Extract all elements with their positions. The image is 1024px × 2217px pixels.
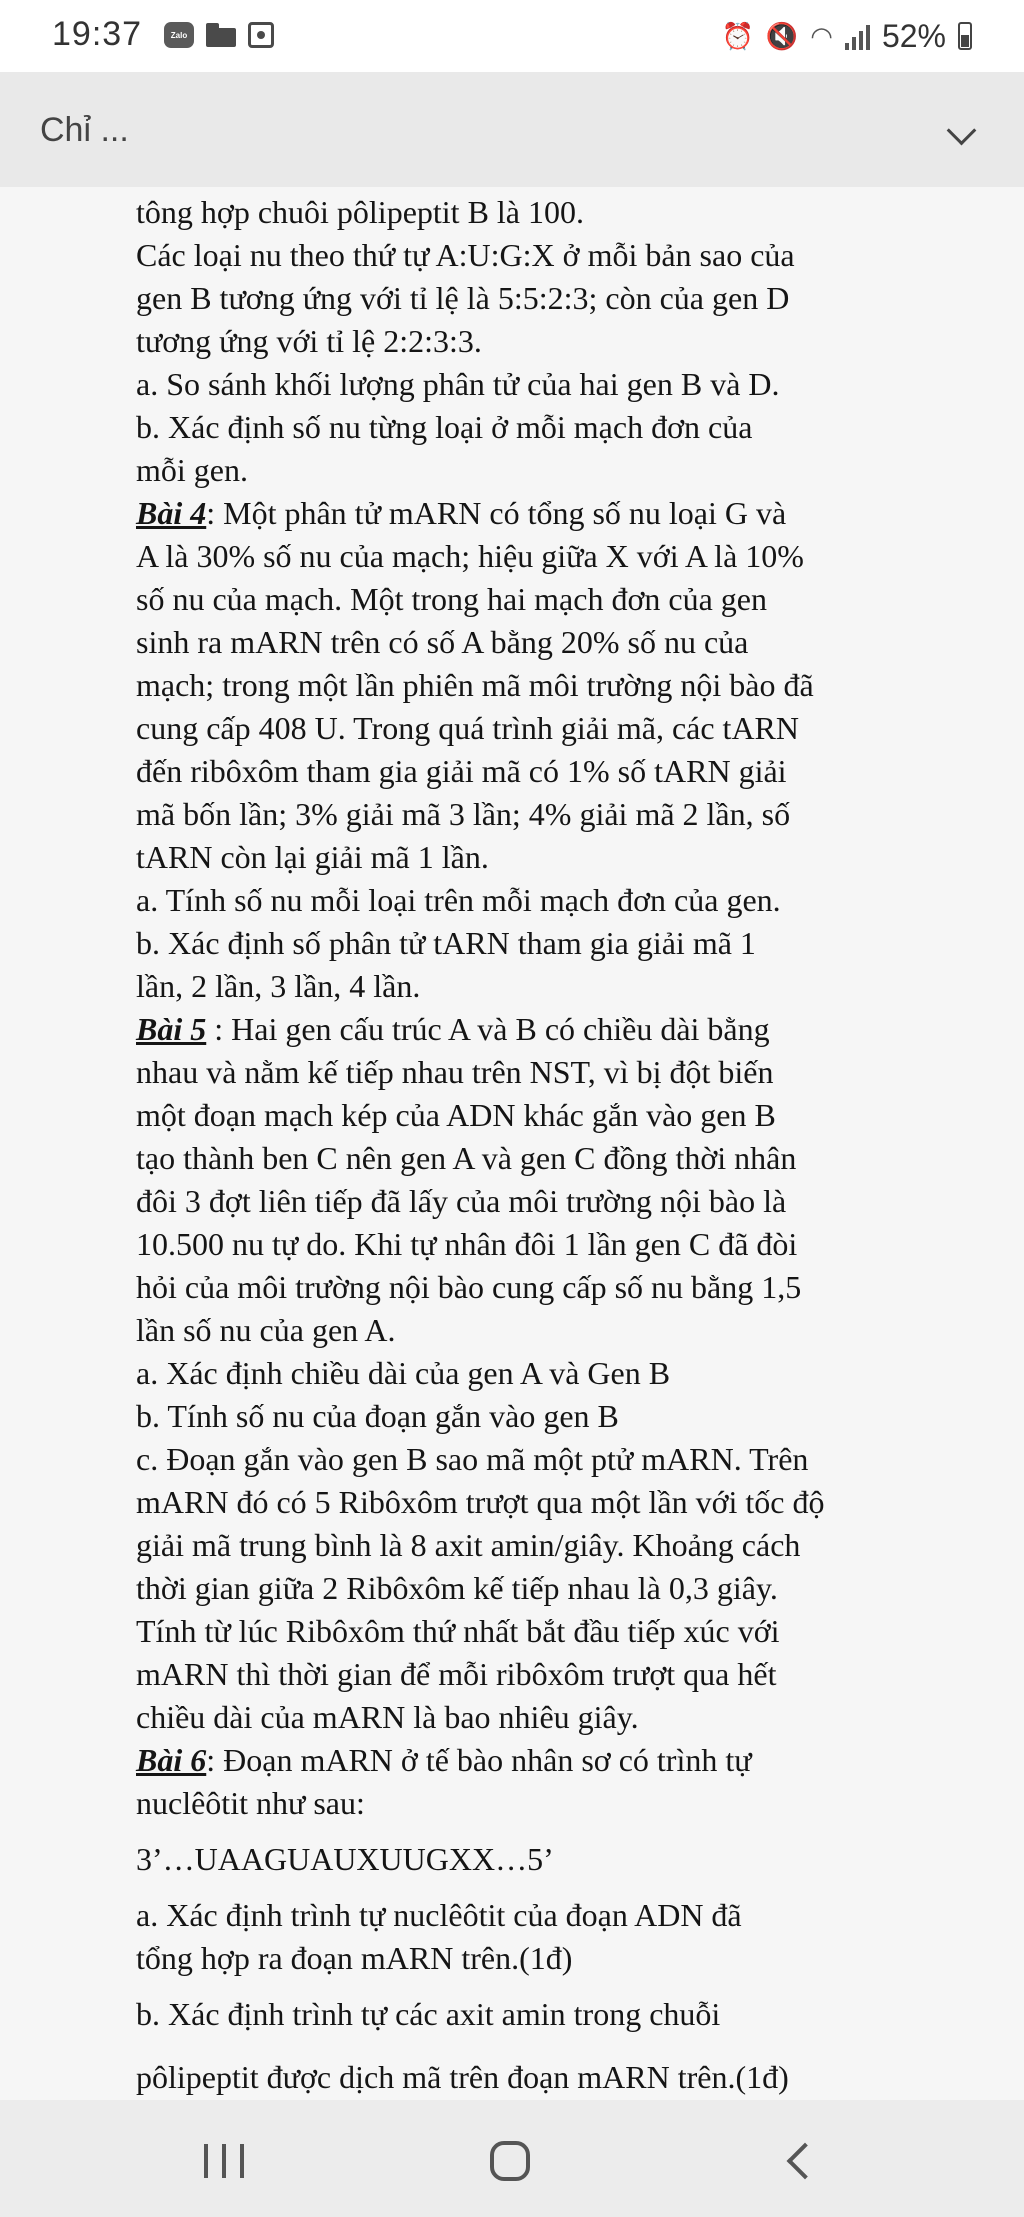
doc-line: a. So sánh khối lượng phân tử của hai gen B và D. <box>136 366 780 402</box>
doc-line: b. Xác định số phân tử tARN tham gia giải mã 1 <box>136 925 756 961</box>
status-bar <box>0 0 1024 72</box>
doc-line: lần số nu của gen A. <box>136 1312 396 1348</box>
doc-line: số nu của mạch. Một trong hai mạch đơn của gen <box>136 581 767 617</box>
doc-line <box>136 1007 888 1051</box>
doc-line: tương ứng với tỉ lệ 2:2:3:3. <box>136 323 482 359</box>
doc-line: tARN còn lại giải mã 1 lần. <box>136 839 489 875</box>
doc-line: lần, 2 lần, 3 lần, 4 lần. <box>136 968 421 1004</box>
doc-line <box>136 1738 888 1782</box>
doc-line: a. Xác định trình tự nuclêôtit của đoạn ADN đã <box>136 1897 742 1933</box>
doc-line: mARN đó có 5 Ribôxôm trượt qua một lần với tốc độ <box>136 1484 825 1520</box>
alarm-icon: ⏰ <box>721 21 754 51</box>
doc-line: pôlipeptit được dịch mã trên đoạn mARN trên.(1đ) <box>136 2059 789 2095</box>
exercise-label: Bài 4 <box>136 495 207 531</box>
doc-line: cung cấp 408 U. Trong quá trình giải mã, các tARN <box>136 710 799 746</box>
doc-line-text: : Hai gen cấu trúc A và B có chiều dài bằng <box>206 1011 770 1047</box>
battery-icon <box>958 22 972 50</box>
home-icon[interactable] <box>490 2141 530 2181</box>
wifi-icon: ◠ <box>810 21 833 51</box>
doc-line: b. Tính số nu của đoạn gắn vào gen B <box>136 1398 619 1434</box>
doc-line: a. Tính số nu mỗi loại trên mỗi mạch đơn của gen. <box>136 882 781 918</box>
doc-line: gen B tương ứng với tỉ lệ là 5:5:2:3; còn của gen D <box>136 280 790 316</box>
battery-percent: 52% <box>881 18 946 54</box>
header-title[interactable]: Chỉ ... <box>40 111 129 149</box>
doc-line: Tính từ lúc Ribôxôm thứ nhất bắt đầu tiếp xúc với <box>136 1613 780 1649</box>
doc-line: A là 30% số nu của mạch; hiệu giữa X với A là 10% <box>136 538 804 574</box>
doc-line: 10.500 nu tự do. Khi tự nhân đôi 1 lần gen C đã đòi <box>136 1226 798 1262</box>
doc-line: nhau và nằm kế tiếp nhau trên NST, vì bị đột biến <box>136 1054 774 1090</box>
zalo-icon: Zalo <box>164 22 194 48</box>
doc-line: một đoạn mạch kép của ADN khác gắn vào gen B <box>136 1097 776 1133</box>
doc-line: mỗi gen. <box>136 452 248 488</box>
doc-line: mạch; trong một lần phiên mã môi trường nội bào đã <box>136 667 814 703</box>
document-page <box>0 187 1024 2100</box>
doc-line: mARN thì thời gian để mỗi ribôxôm trượt qua hết <box>136 1656 777 1692</box>
folder-icon <box>206 23 236 47</box>
screen-record-icon <box>248 22 274 48</box>
exercise-label: Bài 6 <box>136 1742 207 1778</box>
doc-line: Các loại nu theo thứ tự A:U:G:X ở mỗi bản sao của <box>136 237 795 273</box>
doc-line: tông hợp chuôi pôlipeptit B là 100. <box>136 194 584 230</box>
doc-line-text: : Một phân tử mARN có tổng số nu loại G và <box>206 495 787 531</box>
doc-line: hỏi của môi trường nội bào cung cấp số nu bằng 1,5 <box>136 1269 802 1305</box>
doc-line: c. Đoạn gắn vào gen B sao mã một ptử mARN. Trên <box>136 1441 809 1477</box>
doc-line-text: : Đoạn mARN ở tế bào nhân sơ có trình tự <box>206 1742 752 1778</box>
doc-line: a. Xác định chiều dài của gen A và Gen B <box>136 1355 671 1391</box>
mute-icon: 🔇 <box>765 21 799 51</box>
doc-line: b. Xác định trình tự các axit amin trong chuỗi <box>136 1996 721 2032</box>
recent-apps-icon[interactable] <box>204 2144 244 2178</box>
signal-icon <box>845 22 870 50</box>
doc-line: đôi 3 đợt liên tiếp đã lấy của môi trường nội bào là <box>136 1183 787 1219</box>
document-header <box>0 72 1024 187</box>
doc-line: b. Xác định số nu từng loại ở mỗi mạch đơn của <box>136 409 753 445</box>
doc-line <box>136 491 888 535</box>
doc-line: chiều dài của mARN là bao nhiêu giây. <box>136 1699 639 1735</box>
system-navigation-bar <box>0 2100 1024 2217</box>
back-icon[interactable] <box>787 2143 824 2180</box>
chevron-down-icon[interactable] <box>947 116 977 146</box>
doc-line: sinh ra mARN trên có số A bằng 20% số nu của <box>136 624 749 660</box>
exercise-label: Bài 5 <box>136 1011 207 1047</box>
doc-line: đến ribôxôm tham gia giải mã có 1% số tARN giải <box>136 753 787 789</box>
doc-line: 3’…UAAGUAUXUUGXX…5’ <box>136 1841 554 1877</box>
doc-line: thời gian giữa 2 Ribôxôm kế tiếp nhau là 0,3 giây. <box>136 1570 778 1606</box>
doc-line: mã bốn lần; 3% giải mã 3 lần; 4% giải mã 2 lần, số <box>136 796 791 832</box>
status-system-icons <box>722 14 972 58</box>
doc-line: nuclêôtit như sau: <box>136 1785 365 1821</box>
status-notification-icons <box>164 22 274 48</box>
doc-line: giải mã trung bình là 8 axit amin/giây. Khoảng cách <box>136 1527 801 1563</box>
doc-line: tạo thành ben C nên gen A và gen C đồng thời nhân <box>136 1140 797 1176</box>
doc-line: tổng hợp ra đoạn mARN trên.(1đ) <box>136 1940 573 1976</box>
status-time: 19:37 <box>52 15 143 53</box>
